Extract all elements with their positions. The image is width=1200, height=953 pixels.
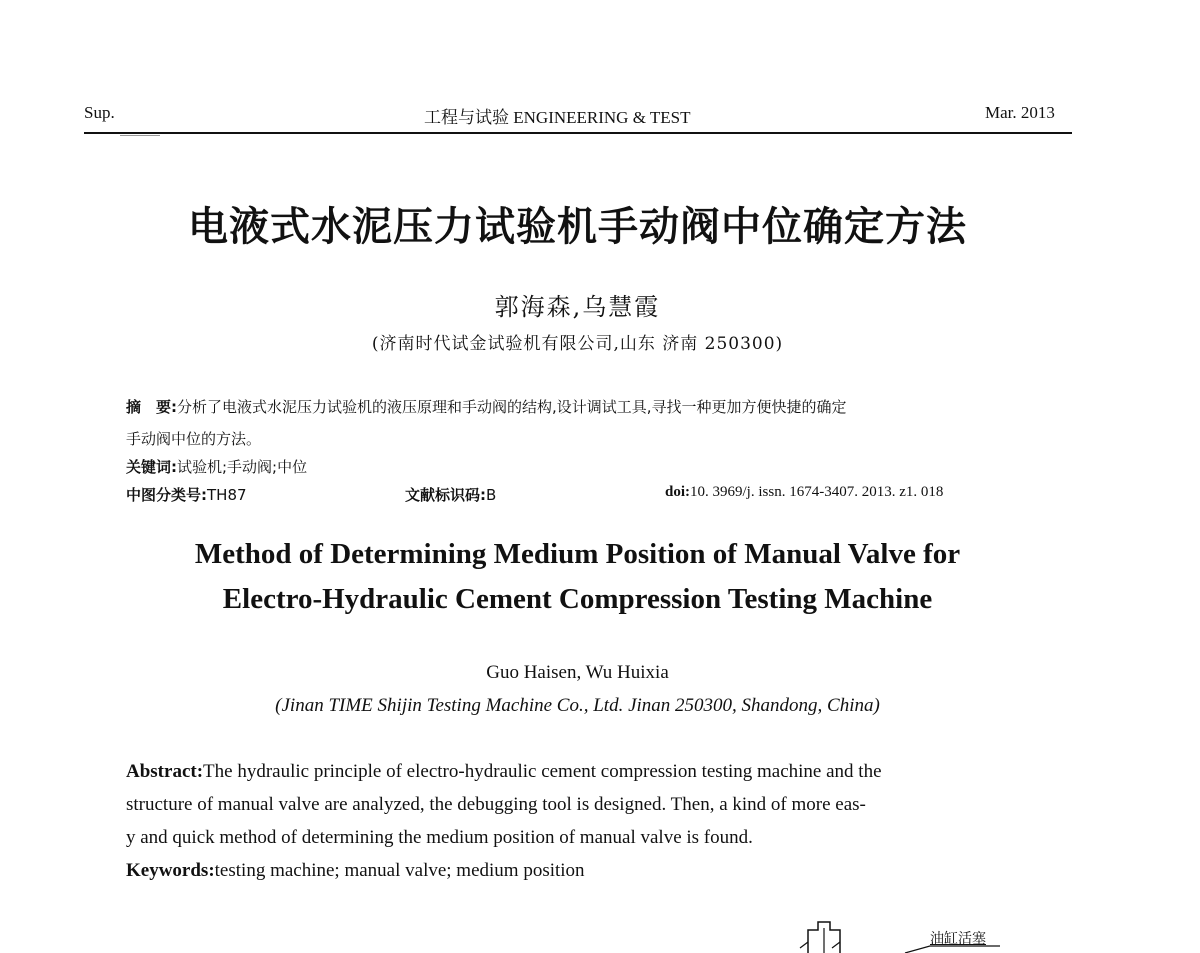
abstract-en-text: The hydraulic principle of electro-hydraulic cement compression testing machine and the (203, 761, 882, 782)
affiliation-zh: (济南时代试金试验机有限公司,山东 济南 250300) (371, 334, 784, 354)
abstract-en-line-1 (126, 761, 882, 783)
authors-en: Guo Haisen, Wu Huixia (486, 662, 669, 683)
keywords-zh (126, 456, 307, 477)
abstract-zh-text: 分析了电液式水泥压力试验机的液压原理和手动阀的结构,设计调试工具,寻找一种更加方便快捷的确定 (177, 398, 847, 416)
header-rule-mark (120, 135, 160, 136)
classification-value: TH87 (207, 486, 247, 504)
paper-title-zh: 电液式水泥压力试验机手动阀中位确定方法 (188, 204, 967, 250)
doi-value: 10. 3969/j. issn. 1674-3407. 2013. z1. 018 (690, 484, 944, 500)
affiliation-en: (Jinan TIME Shijin Testing Machine Co., Ltd. Jinan 250300, Shandong, China) (275, 695, 880, 716)
abstract-zh-line-2: 手动阀中位的方法。 (126, 430, 262, 448)
keywords-en (126, 860, 585, 882)
document-code-value: B (486, 486, 497, 504)
keywords-en-label: Keywords: (126, 860, 215, 881)
header-rule (84, 132, 1072, 134)
keywords-zh-label: 关键词: (126, 458, 177, 476)
authors-zh: 郭海森,乌慧霞 (494, 293, 661, 321)
abstract-en-line-2: structure of manual valve are analyzed, the debugging tool is designed. Then, a kind of more eas- (126, 794, 866, 815)
document-code-label: 文献标识码: (405, 486, 486, 504)
document-code (405, 484, 496, 505)
classification-number (126, 484, 247, 505)
abstract-zh-line-1 (126, 396, 847, 417)
keywords-zh-text: 试验机;手动阀;中位 (177, 458, 308, 476)
figure-label-cylinder-piston: 油缸活塞 (930, 931, 986, 947)
running-header-left: Sup. (84, 103, 115, 122)
keywords-en-text: testing machine; manual valve; medium position (214, 860, 585, 881)
paper-title-en-line-2: Electro-Hydraulic Cement Compression Testing Machine (222, 583, 933, 615)
abstract-zh-label: 摘 要: (126, 398, 177, 416)
classification-label: 中图分类号: (126, 486, 207, 504)
doi-label: doi: (665, 484, 691, 500)
running-header-journal: 工程与试验 ENGINEERING & TEST (424, 108, 691, 127)
paper-title-en-line-1: Method of Determining Medium Position of Manual Valve for (194, 538, 961, 570)
running-header-date: Mar. 2013 (985, 103, 1055, 122)
doi (665, 484, 943, 501)
abstract-en-label: Abstract: (126, 761, 204, 782)
abstract-en-line-3: y and quick method of determining the medium position of manual valve is found. (126, 827, 753, 848)
